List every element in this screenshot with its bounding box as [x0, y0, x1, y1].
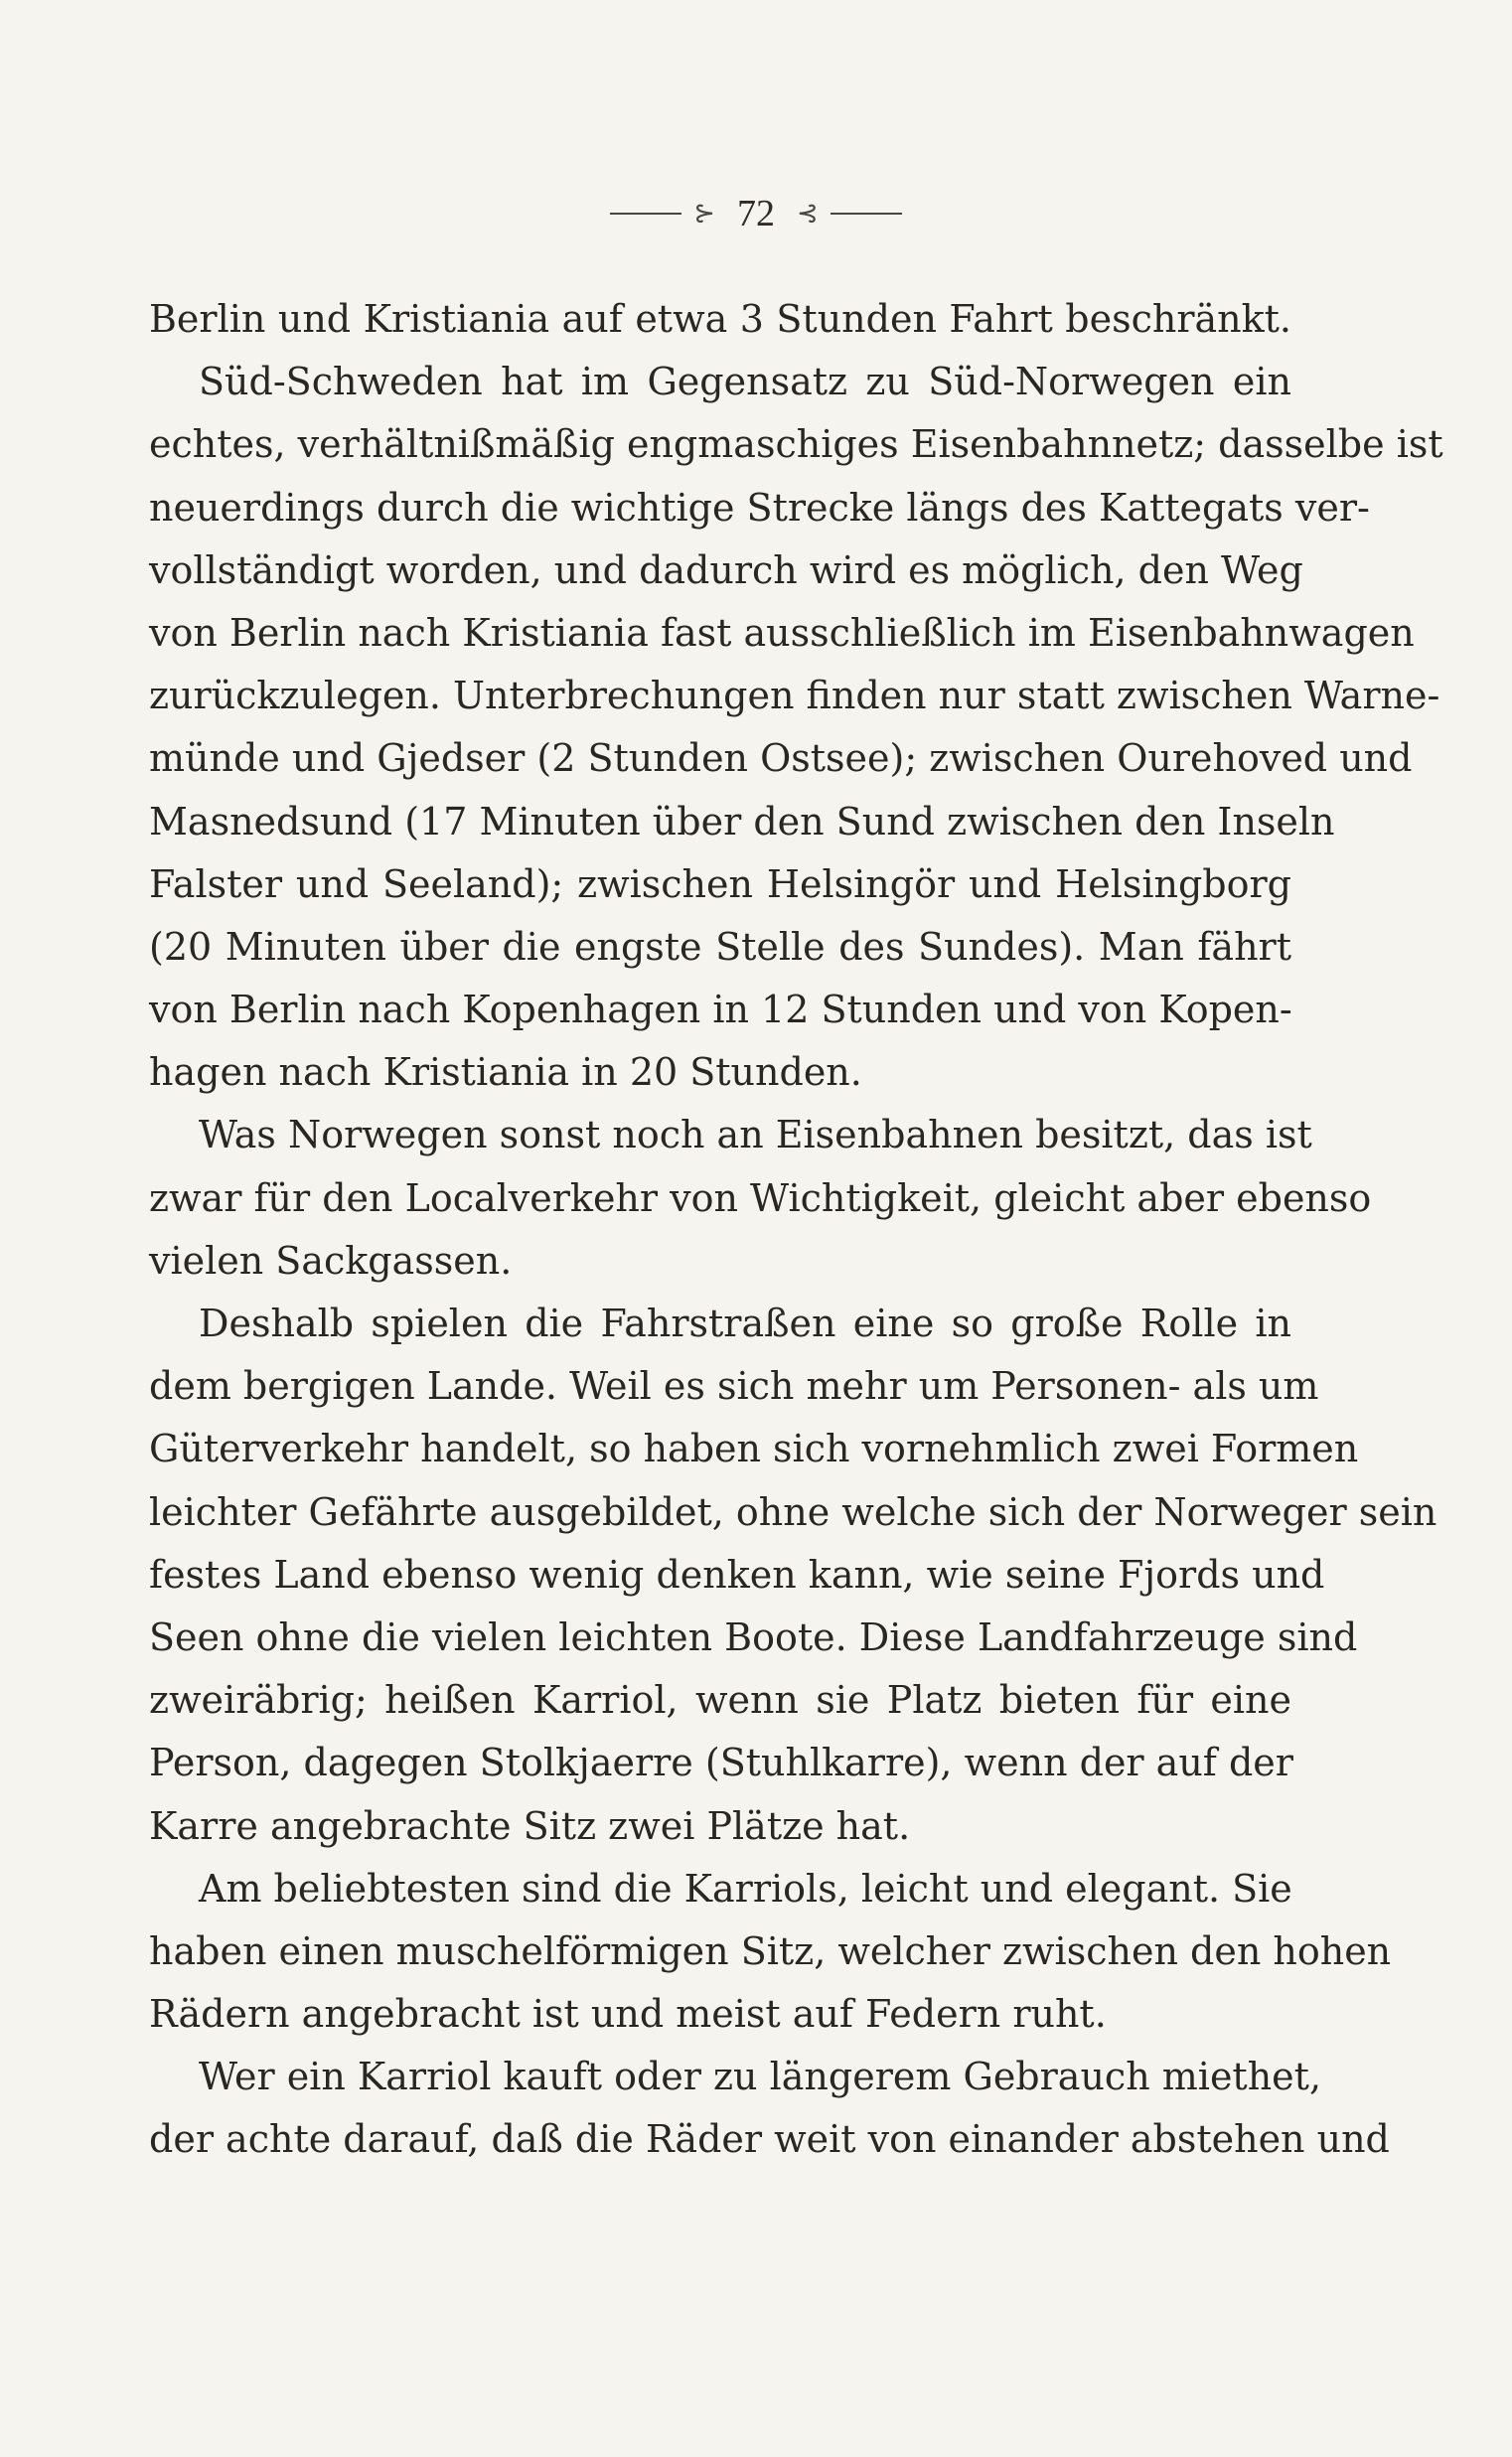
text-line: hagen nach Kristiania in 20 Stunden. [149, 1050, 862, 1095]
text-line: Was Norwegen sonst noch an Eisenbahnen besitzt, das ist [199, 1113, 1312, 1157]
right-ornament-icon: ⊰ [797, 199, 819, 229]
text-line: dem bergigen Lande. Weil es sich mehr um Personen- als um [149, 1364, 1319, 1409]
text-line: Seen ohne die vielen leichten Boote. Diese Landfahrzeuge sind [149, 1614, 1358, 1659]
text-line: von Berlin nach Kristiania fast ausschließlich im Eisenbahnwagen [149, 610, 1415, 655]
text-line: Wer ein Karriol kauft oder zu längerem Gebrauch miethet, [199, 2055, 1322, 2099]
text-line: neuerdings durch die wichtige Strecke längs des Kattegats ver- [149, 485, 1370, 530]
text-line: münde und Gjedser (2 Stunden Ostsee); zwischen Ourehoved und [149, 736, 1413, 781]
text-line: echtes, verhältnißmäßig engmaschiges Eisenbahnnetz; dasselbe ist [149, 422, 1443, 467]
text-line: Berlin und Kristiania auf etwa 3 Stunden Fahrt beschränkt. [149, 297, 1291, 341]
text-line: zurückzulegen. Unterbrechungen finden nur statt zwischen Warne- [149, 674, 1440, 718]
text-line: (20 Minuten über die engste Stelle des Sundes). Man fährt [149, 924, 1291, 969]
body-text [149, 288, 1443, 2172]
text-line: vollständigt worden, und dadurch wird es möglich, den Weg [149, 547, 1303, 592]
text-line: Karre angebrachte Sitz zwei Plätze hat. [149, 1803, 911, 1848]
text-line: Masnedsund (17 Minuten über den Sund zwischen den Inseln [149, 799, 1335, 844]
text-line: zwar für den Localverkehr von Wichtigkeit, gleicht aber ebenso [149, 1175, 1372, 1220]
right-header-rule [831, 213, 902, 215]
left-ornament-icon: ⊱ [693, 199, 715, 229]
text-line: vielen Sackgassen. [149, 1238, 513, 1283]
page-number: 72 [737, 193, 775, 234]
text-line: haben einen muschelförmigen Sitz, welcher zwischen den hohen [149, 1928, 1392, 1973]
text-line: zweiräbrig; heißen Karriol, wenn sie Platz bieten für eine [149, 1678, 1291, 1723]
text-line: Am beliebtesten sind die Karriols, leicht und elegant. Sie [199, 1866, 1292, 1911]
text-line: Falster und Seeland); zwischen Helsingör und Helsingborg [149, 861, 1291, 906]
text-line: Güterverkehr handelt, so haben sich vornehmlich zwei Formen [149, 1427, 1359, 1471]
left-header-rule [610, 213, 681, 215]
text-line: Rädern angebracht ist und meist auf Federn ruht. [149, 1992, 1107, 2037]
text-line: Süd-Schweden hat im Gegensatz zu Süd-Norwegen ein [199, 360, 1291, 404]
text-line: leichter Gefährte ausgebildet, ohne welche sich der Norweger sein [149, 1489, 1437, 1534]
text-line: festes Land ebenso wenig denken kann, wie seine Fjords und [149, 1552, 1325, 1597]
text-line: der achte darauf, daß die Räder weit von einander abstehen und [149, 2117, 1390, 2162]
text-line: von Berlin nach Kopenhagen in 12 Stunden und von Kopen- [149, 988, 1292, 1032]
page-header [0, 189, 1512, 238]
text-line: Person, dagegen Stolkjaerre (Stuhlkarre), wenn der auf der [149, 1741, 1293, 1785]
text-line: Deshalb spielen die Fahrstraßen eine so große Rolle in [199, 1302, 1291, 1345]
